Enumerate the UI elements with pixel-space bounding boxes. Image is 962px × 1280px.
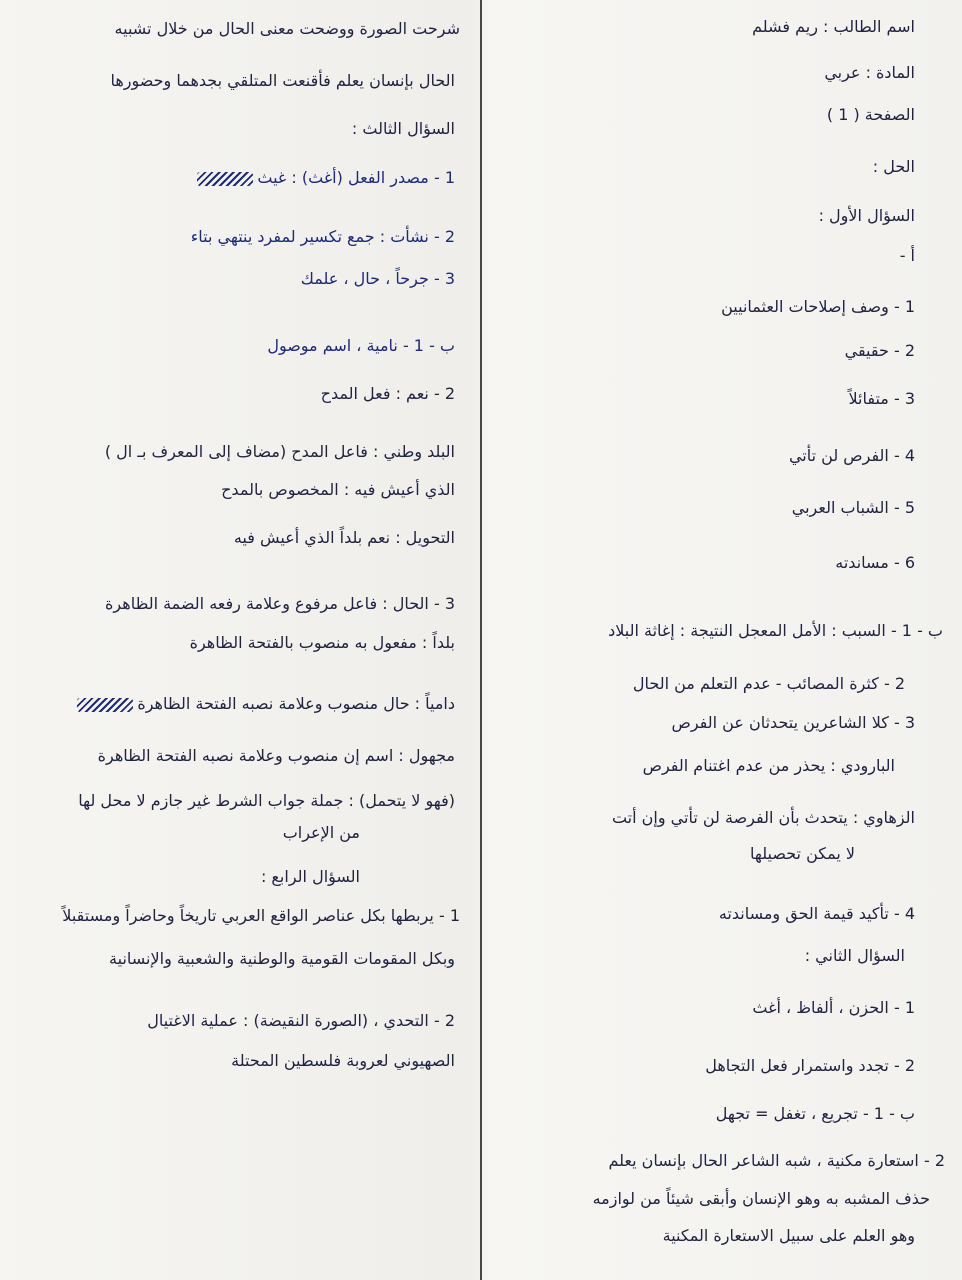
handwritten-text: 5 - الشباب العربي	[791, 498, 915, 517]
right-column-line	[900, 245, 915, 267]
column-divider	[480, 0, 482, 1280]
handwritten-text: 2 - حقيقي	[844, 341, 915, 360]
right-column-line	[873, 156, 915, 178]
handwritten-text: الصفحة ( 1 )	[826, 105, 915, 124]
left-column-line	[352, 118, 455, 140]
handwritten-text: ب - 1 - تجريع ، تغفل = تجهل	[715, 1104, 915, 1123]
handwritten-text: 3 - متفائلاً	[848, 389, 915, 408]
handwritten-text: 2 - التحدي ، (الصورة النقيضة) : عملية الاغتيال	[147, 1011, 455, 1030]
handwritten-text: (فهو لا يتحمل) : جملة جواب الشرط غير جازم لا محل لها	[78, 791, 455, 810]
handwritten-text: اسم الطالب : ريم فشلم	[752, 17, 915, 36]
left-column-line	[301, 268, 455, 290]
right-column-line	[805, 945, 905, 967]
left-column-line	[109, 948, 455, 970]
right-column-line	[721, 296, 915, 318]
handwritten-text: وهو العلم على سبيل الاستعارة المكنية	[662, 1226, 915, 1245]
handwritten-text: حذف المشبه به وهو الإنسان وأبقى شيئاً من لوازمه	[592, 1189, 930, 1208]
handwritten-text: 2 - نعم : فعل المدح	[320, 384, 455, 403]
right-column-line	[705, 1055, 915, 1077]
handwritten-text: ب - 1 - السبب : الأمل المعجل النتيجة : إغاثة البلاد	[608, 621, 943, 640]
handwritten-text: البارودي : يحذر من عدم اغتنام الفرص	[642, 756, 895, 775]
handwritten-text: 3 - كلا الشاعرين يتحدثان عن الفرص	[671, 713, 915, 732]
right-column-line	[612, 807, 915, 829]
handwritten-text: 1 - مصدر الفعل (أغث) : غيث	[257, 168, 455, 187]
handwritten-text: 1 - وصف إصلاحات العثمانيين	[721, 297, 915, 316]
handwritten-text: 2 - تجدد واستمرار فعل التجاهل	[705, 1056, 915, 1075]
handwritten-text: بلداً : مفعول به منصوب بالفتحة الظاهرة	[189, 633, 455, 652]
left-column-line	[190, 632, 455, 654]
left-column-line	[234, 527, 455, 549]
left-column-line	[261, 866, 360, 888]
handwritten-text: 2 - نشأت : جمع تكسير لمفرد ينتهي بتاء	[190, 227, 455, 246]
right-column-line	[750, 843, 855, 865]
right-column-line	[819, 205, 915, 227]
handwritten-text: البلد وطني : فاعل المدح (مضاف إلى المعرف بـ ال )	[104, 442, 455, 461]
handwritten-text: الصهيوني لعروبة فلسطين المحتلة	[231, 1051, 455, 1070]
handwritten-text: شرحت الصورة ووضحت معنى الحال من خلال تشبيه	[114, 19, 460, 38]
handwritten-text: 2 - استعارة مكنية ، شبه الشاعر الحال بإنسان يعلم	[608, 1151, 945, 1170]
handwritten-text: السؤال الرابع :	[260, 867, 360, 886]
right-column-line	[643, 755, 895, 777]
handwritten-text: لا يمكن تحصيلها	[749, 844, 855, 863]
handwritten-text: 6 - مساندته	[835, 553, 915, 572]
handwritten-text: السؤال الثالث :	[351, 119, 455, 138]
left-column-line	[105, 441, 455, 463]
left-column-line	[115, 18, 460, 40]
left-column-line	[62, 905, 460, 927]
handwritten-text: من الإعراب	[282, 823, 360, 842]
handwritten-text: 4 - تأكيد قيمة الحق ومساندته	[718, 904, 915, 923]
handwritten-text: 3 - جرحاً ، حال ، علمك	[300, 269, 455, 288]
handwritten-text: دامياً : حال منصوب وعلامة نصبه الفتحة الظاهرة	[137, 694, 455, 713]
scribble-mark	[77, 698, 133, 712]
handwritten-text: 4 - الفرص لن تأتي	[788, 446, 915, 465]
left-column-line	[110, 70, 455, 92]
right-column-line	[719, 903, 915, 925]
handwritten-text: الحال بإنسان يعلم فأقنعت المتلقي بجدهما وحضورها	[110, 71, 455, 90]
handwritten-text: 1 - يربطها بكل عناصر الواقع العربي تاريخاً وحاضراً ومستقبلاً	[62, 906, 460, 925]
right-column-line	[835, 552, 915, 574]
left-column-line	[267, 335, 455, 357]
right-column-line	[633, 673, 905, 695]
left-column-line	[191, 226, 455, 248]
right-column-line	[789, 445, 915, 467]
handwritten-text: التحويل : نعم بلداً الذي أعيش فيه	[233, 528, 455, 547]
right-column-line	[824, 62, 915, 84]
right-column-line	[608, 1150, 945, 1172]
left-column-line	[221, 479, 455, 501]
right-column-line	[792, 497, 915, 519]
left-column-line	[283, 822, 360, 844]
right-column-line	[671, 712, 915, 734]
right-column-line	[608, 620, 943, 642]
handwritten-text: السؤال الأول :	[818, 206, 915, 225]
handwritten-text: 1 - الحزن ، ألفاظ ، أغث	[752, 998, 915, 1017]
right-column-line	[593, 1188, 930, 1210]
handwritten-text: ب - 1 - نامية ، اسم موصول	[267, 336, 455, 355]
handwritten-text: الذي أعيش فيه : المخصوص بالمدح	[221, 480, 455, 499]
handwritten-text: وبكل المقومات القومية والوطنية والشعبية والإنسانية	[109, 949, 455, 968]
left-column-line	[231, 1050, 455, 1072]
handwritten-text: المادة : عربي	[824, 63, 915, 82]
left-column-line	[98, 745, 455, 767]
handwritten-text: الحل :	[872, 157, 915, 176]
right-column-line	[827, 104, 915, 126]
handwritten-text: 3 - الحال : فاعل مرفوع وعلامة رفعه الضمة الظاهرة	[105, 594, 455, 613]
right-column-line	[849, 388, 916, 410]
handwritten-text: 2 - كثرة المصائب - عدم التعلم من الحال	[632, 674, 905, 693]
scribble-mark	[197, 172, 253, 186]
handwritten-text: الزهاوي : يتحدث بأن الفرصة لن تأتي وإن أتت	[611, 808, 915, 827]
handwritten-text: مجهول : اسم إن منصوب وعلامة نصبه الفتحة الظاهرة	[97, 746, 455, 765]
left-column-line	[147, 1010, 455, 1032]
left-column-line	[193, 167, 455, 189]
handwritten-text: السؤال الثاني :	[804, 946, 905, 965]
left-column-line	[105, 593, 455, 615]
right-column-line	[663, 1225, 915, 1247]
left-column-line	[73, 693, 455, 715]
right-column-line	[845, 340, 915, 362]
right-column-line	[752, 997, 915, 1019]
handwritten-text: أ -	[899, 246, 915, 265]
right-column-line	[716, 1103, 915, 1125]
left-column-line	[321, 383, 455, 405]
left-column-line	[78, 790, 455, 812]
right-column-line	[752, 16, 915, 38]
